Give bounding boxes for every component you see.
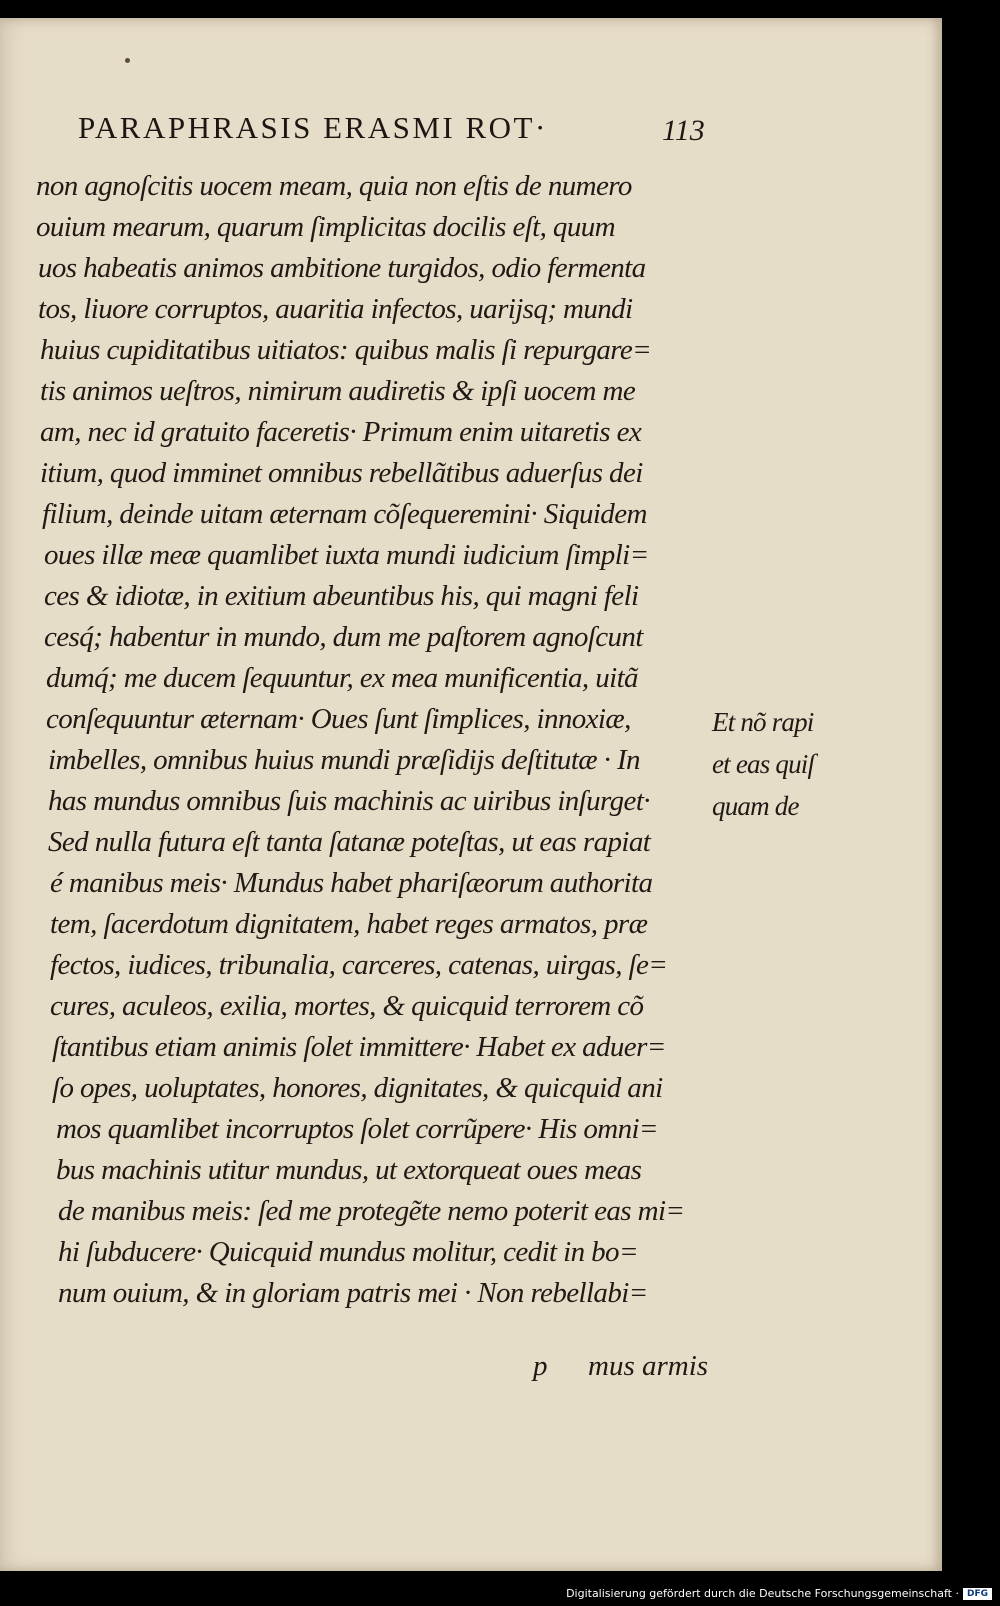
text-line: am, nec id gratuito faceretis· Primum enim uitaretis ex [40, 416, 642, 448]
text-line: itium, quod imminet omnibus rebellãtibus aduerſus dei [40, 457, 643, 489]
text-line: ouium mearum, quarum ſimplicitas docilis eſt, quum [36, 211, 615, 243]
text-line: cesq́; habentur in mundo, dum me paſtorem agnoſcunt [44, 621, 643, 653]
marginal-note-line: et eas quiſ [712, 749, 815, 779]
dfg-logo: DFG [963, 1588, 992, 1600]
marginal-note-line: Et nõ rapi [712, 707, 814, 737]
text-line: tis animos ueſtros, nimirum audiretis & ipſi uocem me [40, 375, 636, 407]
text-line: non agnoſcitis uocem meam, quia non eſtis de numero [36, 170, 632, 202]
text-line: bus machinis utitur mundus, ut extorqueat oues meas [56, 1154, 642, 1186]
text-line: tem, ſacerdotum dignitatem, habet reges armatos, præ [50, 908, 648, 940]
marginal-note-line: quam de [712, 791, 799, 821]
text-line: de manibus meis: ſed me protegẽte nemo poterit eas mi= [58, 1195, 685, 1227]
text-line: huius cupiditatibus uitiatos: quibus malis ſi repurgare= [40, 334, 652, 366]
text-line: ſtantibus etiam animis ſolet immittere· Habet ex aduer= [52, 1031, 666, 1063]
text-line: has mundus omnibus ſuis machinis ac uiribus inſurget· [48, 785, 650, 817]
text-line: é manibus meis· Mundus habet phariſæorum authorita [50, 867, 653, 899]
text-line: filium, deinde uitam æternam cõſequeremini· Siquidem [42, 498, 647, 530]
text-line: ces & idiotæ, in exitium abeuntibus his, qui magni feli [44, 580, 639, 612]
text-line: uos habeatis animos ambitione turgidos, odio fermenta [38, 252, 646, 284]
marginal-note [712, 701, 822, 827]
book-page [0, 18, 942, 1571]
running-head: PARAPHRASIS ERASMI ROT· [78, 110, 548, 145]
text-line: ſo opes, uoluptates, honores, dignitates, & quicquid ani [52, 1072, 663, 1104]
folio-number: 113 [662, 114, 705, 147]
text-line: tos, liuore corruptos, auaritia infectos, uarijsq; mundi [38, 293, 633, 325]
text-line: conſequuntur æternam· Oues ſunt ſimplices, innoxiæ, [46, 703, 631, 735]
signature-mark: p [533, 1350, 548, 1382]
page-footer-line [0, 1350, 720, 1390]
ink-speck [125, 58, 130, 63]
text-line: cures, aculeos, exilia, mortes, & quicquid terrorem cõ [50, 990, 644, 1022]
text-line: num ouium, & in gloriam patris mei · Non rebellabi= [58, 1277, 648, 1309]
catchword: mus armis [588, 1350, 709, 1382]
text-line: Sed nulla futura eſt tanta ſatanæ poteſtas, ut eas rapiat [48, 826, 651, 858]
text-line: mos quamlibet incorruptos ſolet corrũpere· His omni= [56, 1113, 658, 1145]
text-line: imbelles, omnibus huius mundi præſidijs deſtitutæ · In [48, 744, 640, 776]
text-line: oues illæ meæ quamlibet iuxta mundi iudicium ſimpli= [44, 539, 649, 571]
credit-text: Digitalisierung gefördert durch die Deutsche Forschungsgemeinschaft · [566, 1587, 959, 1600]
text-line: fectos, iudices, tribunalia, carceres, catenas, uirgas, ſe= [50, 949, 668, 981]
text-line: hi ſubducere· Quicquid mundus molitur, cedit in bo= [58, 1236, 638, 1268]
text-line: dumq́; me ducem ſequuntur, ex mea munificentia, uitã [46, 662, 638, 694]
digitization-credit [566, 1587, 992, 1600]
